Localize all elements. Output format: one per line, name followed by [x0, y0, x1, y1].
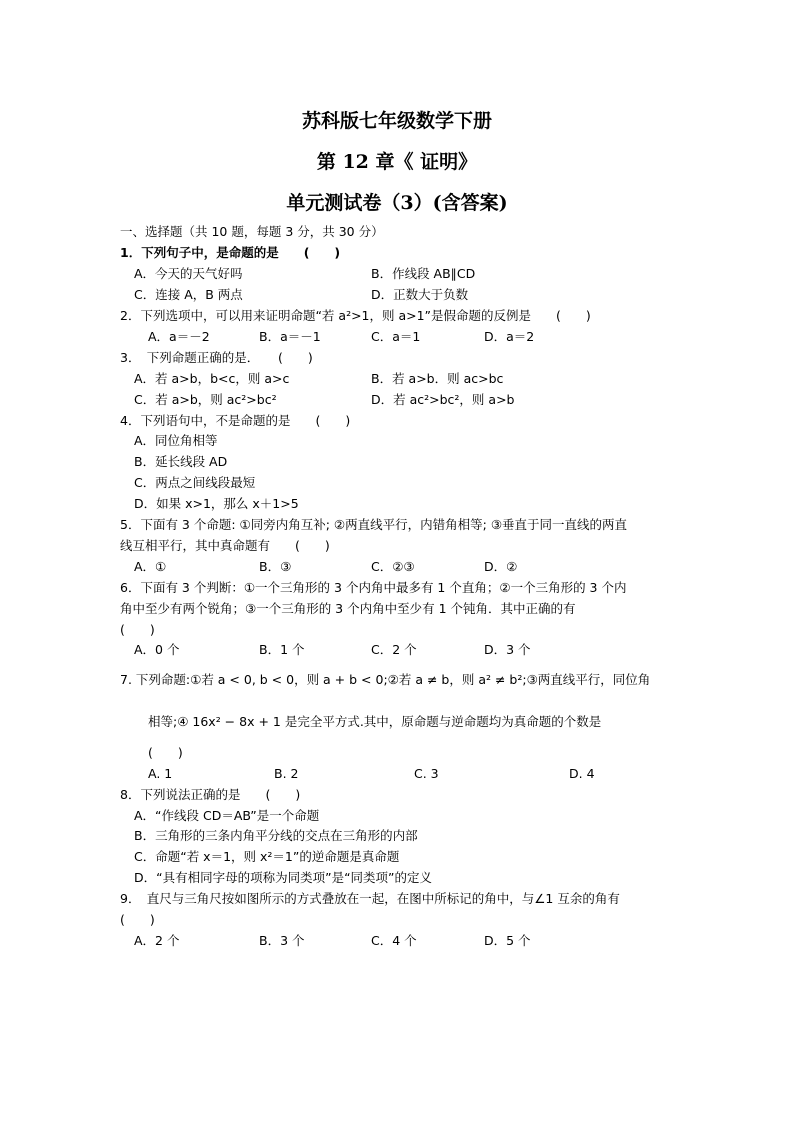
q6-option-b: B．1 个 — [259, 642, 305, 657]
q7-option-c: C. 3 — [414, 766, 439, 781]
q4-option-c: C．两点之间线段最短 — [134, 475, 256, 490]
q2-option-d: D．a＝2 — [484, 329, 535, 344]
q9-stem-line2: ( ) — [120, 912, 155, 927]
q1-stem: 1．下列句子中，是命题的是 ( ) — [120, 245, 341, 260]
doc-title-3: 单元测试卷（3）(含答案) — [286, 192, 508, 214]
q2-option-a: A．a＝－2 — [148, 329, 210, 344]
q5-option-d: D．② — [484, 559, 518, 574]
q3-option-d: D．若 ac²>bc²，则 a>b — [371, 392, 515, 407]
q7-option-a: A. 1 — [148, 766, 173, 781]
q3-option-a: A．若 a>b，b<c，则 a>c — [134, 371, 290, 386]
q5-stem-line2: 线互相平行，其中真命题有 ( ) — [120, 538, 330, 553]
q1-option-b: B．作线段 AB∥CD — [371, 266, 476, 281]
q3-option-b: B．若 a>b．则 ac>bc — [371, 371, 504, 386]
doc-title-1: 苏科版七年级数学下册 — [301, 110, 492, 132]
q8-option-a: A．“作线段 CD＝AB”是一个命题 — [134, 808, 320, 823]
q7-stem-line3: ( ) — [148, 745, 183, 760]
q8-stem: 8．下列说法正确的是 ( ) — [120, 787, 301, 802]
q3-stem: 3． 下列命题正确的是． ( ) — [120, 350, 313, 365]
q2-option-c: C．a＝1 — [371, 329, 421, 344]
q4-option-a: A．同位角相等 — [134, 433, 218, 448]
q3-option-c: C．若 a>b，则 ac²>bc² — [134, 392, 277, 407]
q9-option-b: B．3 个 — [259, 933, 305, 948]
q6-option-a: A．0 个 — [134, 642, 180, 657]
q8-option-d: D．“具有相同字母的项称为同类项”是“同类项”的定义 — [134, 870, 433, 885]
q7-option-b: B. 2 — [274, 766, 299, 781]
q6-option-c: C．2 个 — [371, 642, 417, 657]
q1-option-a: A．今天的天气好吗 — [134, 266, 243, 281]
q7-stem-line2: 相等;④ 16x² − 8x + 1 是完全平方式.其中，原命题与逆命题均为真命题的个数是 — [148, 714, 602, 729]
q7-option-d: D. 4 — [569, 766, 595, 781]
q8-option-b: B．三角形的三条内角平分线的交点在三角形的内部 — [134, 828, 418, 843]
q9-option-d: D．5 个 — [484, 933, 531, 948]
q4-option-b: B．延长线段 AD — [134, 454, 228, 469]
q2-stem: 2．下列选项中，可以用来证明命题“若 a²>1，则 a>1”是假命题的反例是 ( ) — [120, 308, 591, 323]
q2-option-b: B．a＝－1 — [259, 329, 321, 344]
q1-option-c: C．连接 A，B 两点 — [134, 287, 243, 302]
q5-stem-line1: 5．下面有 3 个命题: ①同旁内角互补; ②两直线平行，内错角相等; ③垂直于同一直线的两直 — [120, 517, 628, 532]
q5-option-b: B．③ — [259, 559, 292, 574]
q9-option-c: C．4 个 — [371, 933, 417, 948]
q4-stem: 4．下列语句中，不是命题的是 ( ) — [120, 413, 351, 428]
q9-stem-line1: 9． 直尺与三角尺按如图所示的方式叠放在一起，在图中所标记的角中，与∠1 互余的角有 — [120, 891, 620, 906]
q4-option-d: D．如果 x>1，那么 x＋1>5 — [134, 496, 299, 511]
q6-option-d: D．3 个 — [484, 642, 531, 657]
doc-title-2: 第 12 章《 证明》 — [316, 151, 478, 173]
q9-option-a: A．2 个 — [134, 933, 180, 948]
q7-stem-line1: 7. 下列命题:①若 a < 0, b < 0，则 a + b < 0;②若 a ≠ b，则 a² ≠ b²;③两直线平行，同位角 — [120, 672, 651, 687]
q1-option-d: D．正数大于负数 — [371, 287, 469, 302]
q5-option-a: A．① — [134, 559, 167, 574]
q6-stem-line1: 6．下面有 3 个判断：①一个三角形的 3 个内角中最多有 1 个直角；②一个三角形的 3 个内 — [120, 580, 627, 595]
q5-option-c: C．②③ — [371, 559, 415, 574]
q8-option-c: C．命题“若 x＝1，则 x²＝1”的逆命题是真命题 — [134, 849, 400, 864]
q6-stem-line3: ( ) — [120, 622, 155, 637]
q6-stem-line2: 角中至少有两个锐角；③一个三角形的 3 个内角中至少有 1 个钝角．其中正确的有 — [120, 601, 576, 616]
section-heading: 一、选择题（共 10 题，每题 3 分，共 30 分） — [120, 224, 384, 239]
